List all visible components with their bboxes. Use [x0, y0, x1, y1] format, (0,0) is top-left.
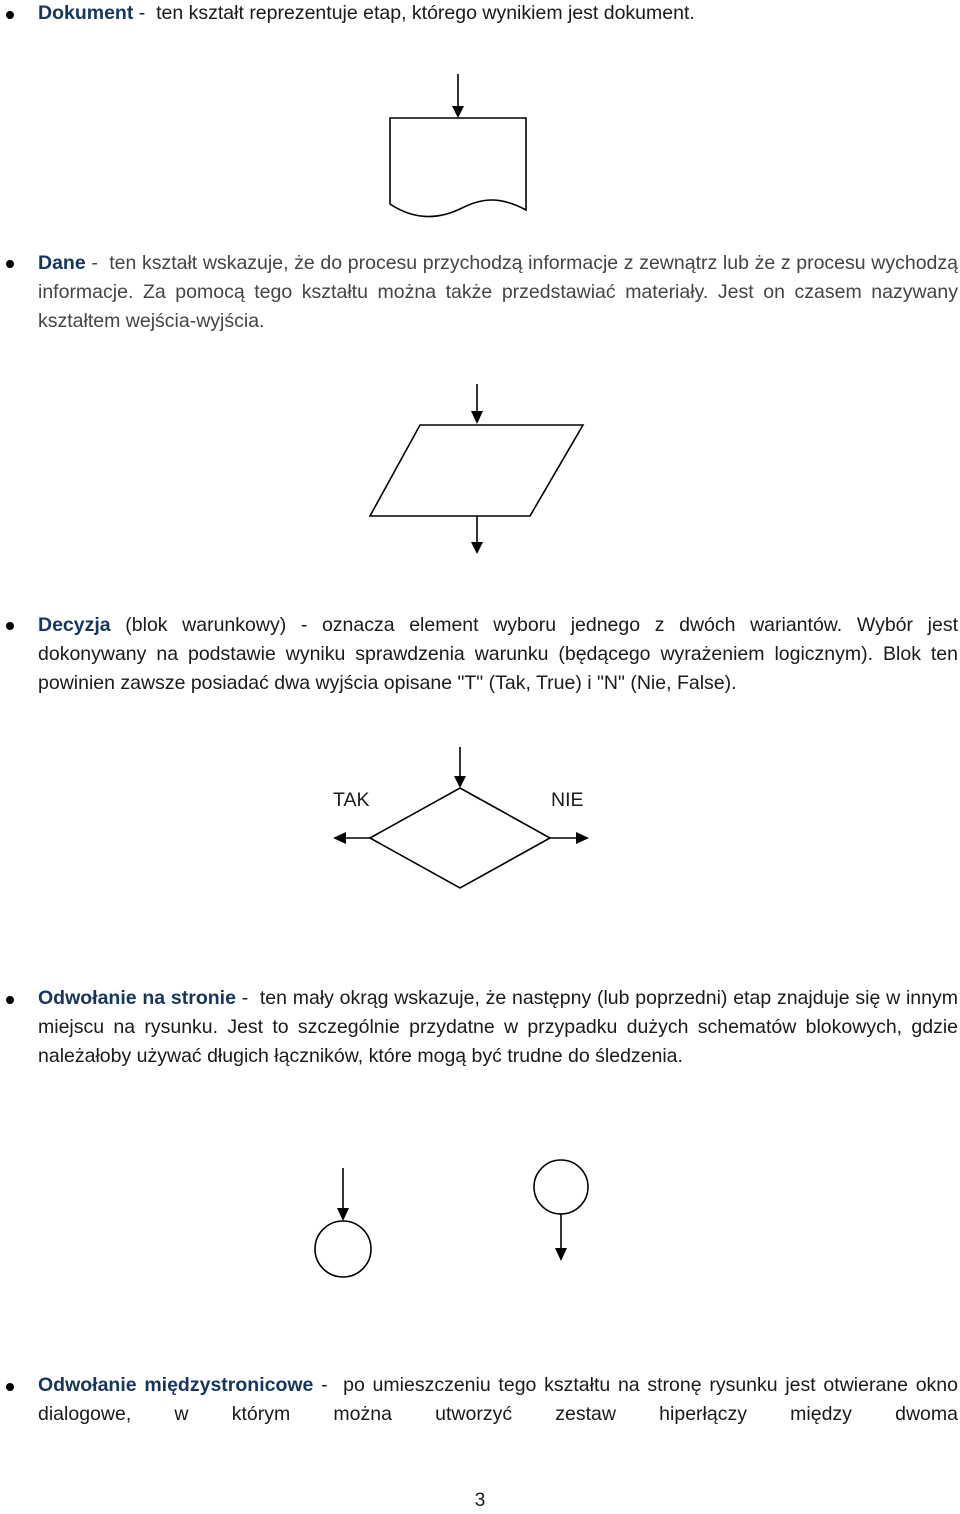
document-shape: [390, 118, 526, 217]
decision-shape-figure: [0, 745, 960, 905]
no-branch-arrowhead: [576, 832, 589, 844]
term-odwolanie-na-stronie: Odwołanie na stronie: [38, 987, 236, 1009]
odwolanie-miedzystronicowe-paragraph: [38, 1371, 958, 1429]
separator: -: [313, 1374, 336, 1396]
outgoing-arrowhead: [471, 542, 483, 554]
diamond-shape: [370, 788, 550, 888]
odwolanie-strona-text: ten mały okrąg wskazuje, że następny (lub poprzedni) etap znajduje się w innym miejscu na rysunku. Jest to szczególnie przydatne w przypadku dużych schematów blokowych, gdzie należałoby używać długich łączników, które mogą być trudne do śledzenia.: [38, 987, 958, 1067]
dane-text: ten kształt wskazuje, że do procesu przychodzą informacje z zewnątrz lub że z procesu wychodzą informacje. Za pomocą tego kształtu można także przedstawiać materiały. Jest on czasem nazywany kształtem wejścia-wyjścia.: [38, 252, 958, 332]
section-odwolanie-na-stronie: [38, 984, 958, 1071]
bullet-dot: [6, 996, 14, 1004]
term-dane: Dane: [38, 252, 86, 274]
odwolanie-strona-paragraph: [38, 984, 958, 1071]
incoming-arrowhead: [452, 106, 464, 118]
section-odwolanie-miedzystronicowe: [38, 1371, 958, 1429]
decyzja-text: (blok warunkowy) - oznacza element wyboru jednego z dwóch wariantów. Wybór jest dokonywany na podstawie wyniku sprawdzenia warunku (będącego wyrażeniem logicznym). Blok ten powinien zawsze posiadać dwa wyjścia opisane "T" (Tak, True) i "N" (Nie, False).: [38, 614, 958, 694]
section-dokument: [38, 0, 958, 28]
bullet-dot: [6, 622, 14, 630]
incoming-arrowhead: [454, 776, 466, 788]
term-decyzja: Decyzja: [38, 614, 111, 636]
decyzja-paragraph: [38, 611, 958, 698]
dokument-text: ten kształt reprezentuje etap, którego wynikiem jest dokument.: [156, 2, 695, 24]
bullet-dot: [6, 260, 14, 268]
section-decyzja: [38, 611, 958, 698]
incoming-connector-circle: [315, 1221, 371, 1277]
data-shape-figure: [0, 382, 960, 582]
bullet-dot: [6, 11, 14, 19]
parallelogram-shape: [370, 425, 583, 516]
incoming-arrowhead: [337, 1208, 349, 1221]
separator: -: [85, 252, 104, 274]
page-number: 3: [474, 1490, 486, 1511]
outgoing-connector-circle: [534, 1160, 588, 1214]
dane-paragraph: [38, 249, 958, 336]
label-yes: TAK: [333, 789, 370, 811]
term-odwolanie-miedzystronicowe: Odwołanie międzystronicowe: [38, 1374, 314, 1396]
section-dane: [38, 249, 958, 336]
separator: -: [235, 987, 255, 1009]
separator: -: [133, 2, 151, 24]
yes-branch-arrowhead: [333, 832, 346, 844]
dokument-paragraph: [38, 0, 958, 28]
label-no: NIE: [551, 789, 584, 811]
outgoing-arrowhead: [555, 1248, 567, 1261]
incoming-arrowhead: [471, 411, 483, 424]
bullet-dot: [6, 1383, 14, 1391]
term-dokument: Dokument: [38, 2, 134, 24]
connector-shapes-figure: [0, 1150, 960, 1330]
odwolanie-miedzystronicowe-text: po umieszczeniu tego kształtu na stronę rysunku jest otwierane okno dialogowe, w którym można utworzyć zestaw hiperłączy między dwoma: [38, 1374, 959, 1425]
